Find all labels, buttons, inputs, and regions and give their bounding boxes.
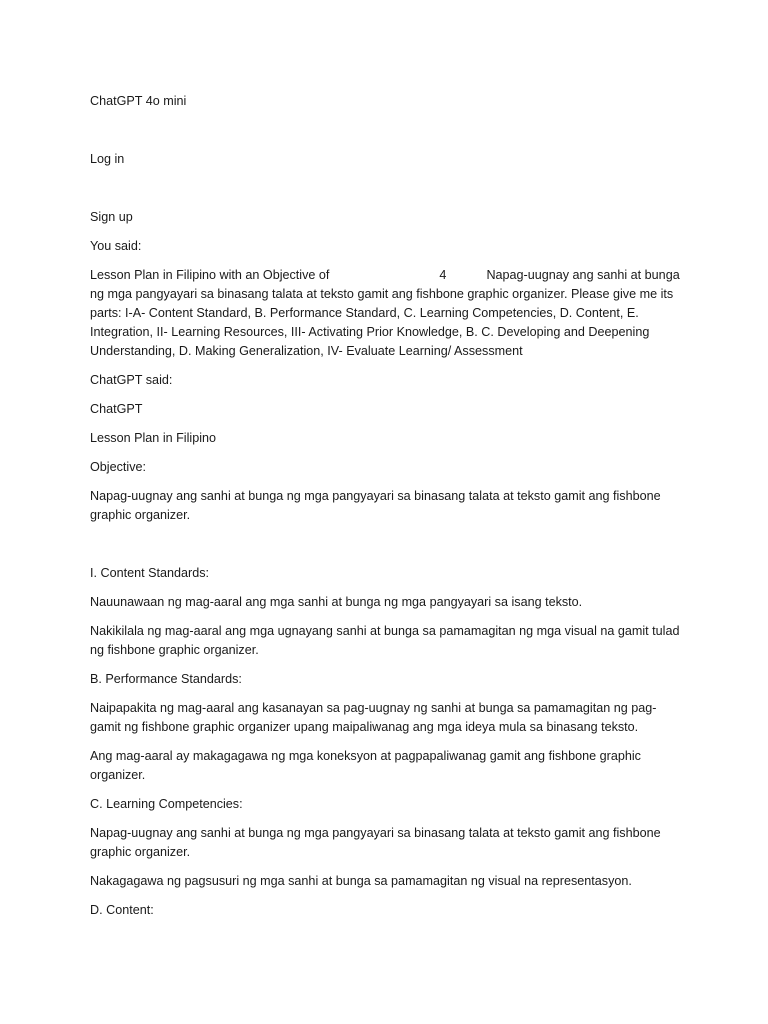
performance-standards-item: Naipapakita ng mag-aaral ang kasanayan sa pag-uugnay ng sanhi at bunga sa pamamagitan ng pag-gamit ng fishbone graphic organizer upang maipaliwanag ang mga ideya mula sa binasang teksto. xyxy=(90,701,657,734)
learning-competencies-item: Nakagagawa ng pagsusuri ng mga sanhi at bunga sa pamamagitan ng visual na representasyon. xyxy=(90,874,632,888)
learning-competencies-item: Napag-uugnay ang sanhi at bunga ng mga pangyayari sa binasang talata at teksto gamit ang fishbone graphic organizer. xyxy=(90,826,661,859)
user-message-text xyxy=(90,266,682,361)
content-standards-item: Nauunawaan ng mag-aaral ang mga sanhi at bunga ng mga pangyayari sa isang teksto. xyxy=(90,595,583,609)
lesson-title: Lesson Plan in Filipino xyxy=(90,431,217,445)
user-message-label: You said: xyxy=(90,239,142,253)
app-title: ChatGPT 4o mini xyxy=(90,94,187,108)
performance-standards-item: Ang mag-aaral ay makagagawa ng mga koneksyon at pagpapaliwanag gamit ang fishbone graphic organizer. xyxy=(90,749,641,782)
learning-competencies-heading: C. Learning Competencies: xyxy=(90,797,243,811)
assistant-name: ChatGPT xyxy=(90,402,143,416)
signup-link[interactable]: Sign up xyxy=(90,210,133,224)
content-standards-item: Nakikilala ng mag-aaral ang mga ugnayang sanhi at bunga sa pamamagitan ng mga visual na gamit tulad ng fishbone graphic organizer. xyxy=(90,624,680,657)
user-message-start: Lesson Plan in Filipino with an Objective of xyxy=(90,268,330,282)
content-standards-heading: I. Content Standards: xyxy=(90,566,210,580)
assistant-message-label: ChatGPT said: xyxy=(90,373,173,387)
objective-text: Napag-uugnay ang sanhi at bunga ng mga pangyayari sa binasang talata at teksto gamit ang fishbone graphic organizer. xyxy=(90,489,661,522)
document-body xyxy=(90,92,682,920)
login-link[interactable]: Log in xyxy=(90,152,125,166)
objective-heading: Objective: xyxy=(90,460,146,474)
user-message-rest: Napag-uugnay ang sanhi at bunga ng mga pangyayari sa binasang talata at teksto gamit ang fishbone graphic organizer. Please give me its parts: I-A- Content Standard, B. Performance Standard, C. Learning Competencies, D. Content, E. Integration, II- Learning Resources, III- Activating Prior Knowledge, B. C. Developing and Deepening Understanding, D. Making Generalization, IV- Evaluate Learning/ Assessment xyxy=(90,268,680,358)
performance-standards-heading: B. Performance Standards: xyxy=(90,672,242,686)
content-heading: D. Content: xyxy=(90,903,154,917)
user-message-grade: 4 xyxy=(439,268,447,282)
